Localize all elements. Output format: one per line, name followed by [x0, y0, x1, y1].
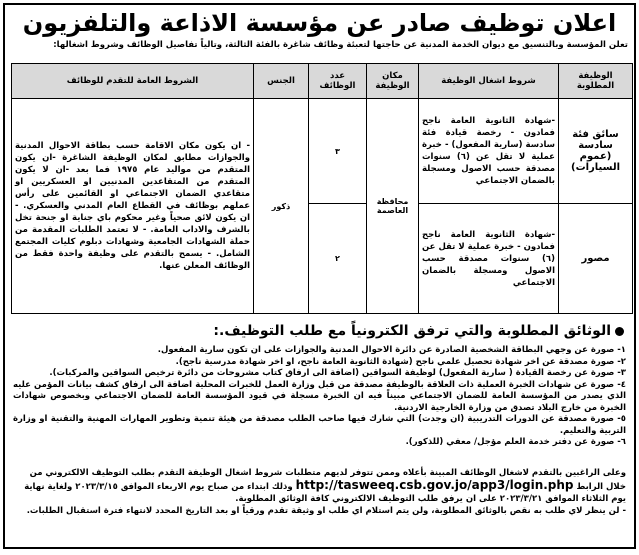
announcement-page	[3, 3, 636, 549]
closing-line-3: يوم الثلاثاء الموافق ٢٠٢٣/٣/٢١ على ان يرفق طلب التوظيف الالكتروني كافة الوثائق المطلوبة.	[235, 494, 626, 504]
header-gender: الجنس	[254, 64, 309, 99]
job-requirements: -شهادة الثانوية العامة ناجح فمادون - خبرة عملية لا تقل عن (٦) سنوات مصدقة حسب الاصول ومسجلة بالضمان الاجتماعي	[419, 204, 559, 314]
closing-line-1: وعلى الراغبين بالتقدم لاشغال الوظائف المبينة بأعلاه وممن تتوفر لديهم متطلبات شروط اشغال الوظيفة التقدم بطلب التوظيف الالكتروني من	[29, 468, 626, 478]
list-item: ٥- صورة مصدقة عن الدورات التدريبية (ان وجدت) التي شارك فيها صاحب الطلب مصدقة من هيئة تنمية وتطوير المهارات المهنية والتقنية او وزارة التربية والتعليم.	[13, 414, 626, 436]
closing-line-4: - لن ينظر لاي طلب به نقص بالوثائق المطلوبة، ولن يتم استلام اي طلب او وثيقة تقدم ورقياً او بعد التاريخ المحدد لانتهاء فترة استقبال الطلبات.	[26, 506, 626, 516]
docs-heading	[213, 323, 624, 339]
table-header-row	[12, 64, 633, 99]
closing-line-2	[13, 479, 626, 493]
header-general-conditions: الشروط العامة للتقدم للوظائف	[12, 64, 254, 99]
job-requirements: -شهادة الثانوية العامة ناجح فمادون - رخصة قيادة فئة سادسة (سارية المفعول) - خبرة عملية لا تقل عن (٦) سنوات مصدقة حسب الاصول ومسجلة بالضمان الاجتماعي	[419, 99, 559, 204]
header-job: الوظيفة المطلوبة	[559, 64, 633, 99]
page-title: اعلان توظيف صادر عن مؤسسة الاذاعة والتلفزيون	[22, 9, 617, 37]
list-item: ١- صورة عن وجهي البطاقة الشخصية الصادرة عن دائرة الاحوال المدنية والجوازات على ان تكون سارية المفعول.	[157, 345, 626, 355]
job-gender: ذكور	[254, 99, 309, 314]
docs-heading-text: الوثائق المطلوبة والتي ترفق الكترونياً مع طلب التوظيف.:	[213, 323, 611, 339]
general-conditions: - ان يكون مكان الاقامة حسب بطاقة الاحوال المدنية والجوازات مطابق لمكان الوظيفة الشاغرة -ان يكون المتقدم من مواليد عام ١٩٧٥ فما بعد -ان لا يكون المتقدم من المتقاعدين المدنيين او العسكريين او متقاعدي الضمان الاجتماعي او القائمين على رأس عملهم بوظائف في القطاع العام المدني والعسكري. - ان يكون لائق صحياً وغير محكوم باي جناية او جنحة تخل بالشرف والاداب العامة. - لا تعتمد الطلبات المقدمة من حملة الشهادات الجامعية وشهادات دبلوم كليات المجتمع الشامل. - يسمح بالتقدم على وظيفة واحدة فقط من الوظائف المعلن عنها.	[12, 99, 254, 314]
closing-text	[13, 467, 626, 517]
header-requirements: شروط اشغال الوظيفة	[419, 64, 559, 99]
docs-list	[13, 345, 626, 449]
job-name: سائق فئة سادسة (عموم السيارات)	[559, 99, 633, 204]
bullet-icon	[615, 327, 624, 336]
job-name: مصور	[559, 204, 633, 314]
closing-suffix: وذلك ابتداء من صباح يوم الاربعاء الموافق ٢٠٢٣/٣/١٥ ولغاية نهاية	[24, 482, 293, 492]
list-item: ٦- صورة عن دفتر خدمة العلم مؤجل/ معفي (للذكور).	[405, 437, 626, 447]
intro-text: تعلن المؤسسة وبالتنسيق مع ديوان الخدمة المدنية عن حاجتها لتعبئة وظائف شاغرة بالفئة الثالثة، وتالياً تفاصيل الوظائف وشروط اشغالها:	[53, 40, 628, 50]
table-row	[12, 99, 633, 204]
jobs-table	[11, 63, 633, 314]
application-link[interactable]: http://tasweeq.csb.gov.jo/app3/login.php	[295, 478, 574, 492]
job-location: محافظة العاصمة	[367, 99, 419, 314]
closing-prefix: خلال الرابط	[576, 482, 626, 492]
header-count: عدد الوظائف	[309, 64, 367, 99]
list-item: ٤- صورة عن شهادات الخبرة العملية ذات العلاقة بالوظيفة مصدقة من قبل وزارة العمل للخبرات المحلية اضافة الى ارفاق كشف بيانات المؤمن عليه الذي يصدر من المؤسسة العامة للضمان الاجتماعي مبيناً فيه ان الخبرة مسجلة في قيود المؤسسة العامة للضمان الاجتماعي وبخصوص شهادات الخبرة من خارج البلاد تصدق من وزارة الخارجية الاردنية.	[13, 379, 626, 413]
list-item: ٢- صورة مصدقة عن اخر شهادة تحصيل علمي ناجح (شهادة الثانوية العامة ناجح، او اخر شهادة مدرسية ناجح).	[175, 356, 626, 367]
header-location: مكان الوظيفة	[367, 64, 419, 99]
list-item: ٣- صورة عن رخصة القيادة ( سارية المفعول) لوظيفة السواقين (اضافة الى ارفاق كتاب مشروحات من دائرة ترخيص السواقين والمركبات).	[49, 368, 626, 378]
job-count: ٣	[309, 99, 367, 204]
job-count: ٢	[309, 204, 367, 314]
